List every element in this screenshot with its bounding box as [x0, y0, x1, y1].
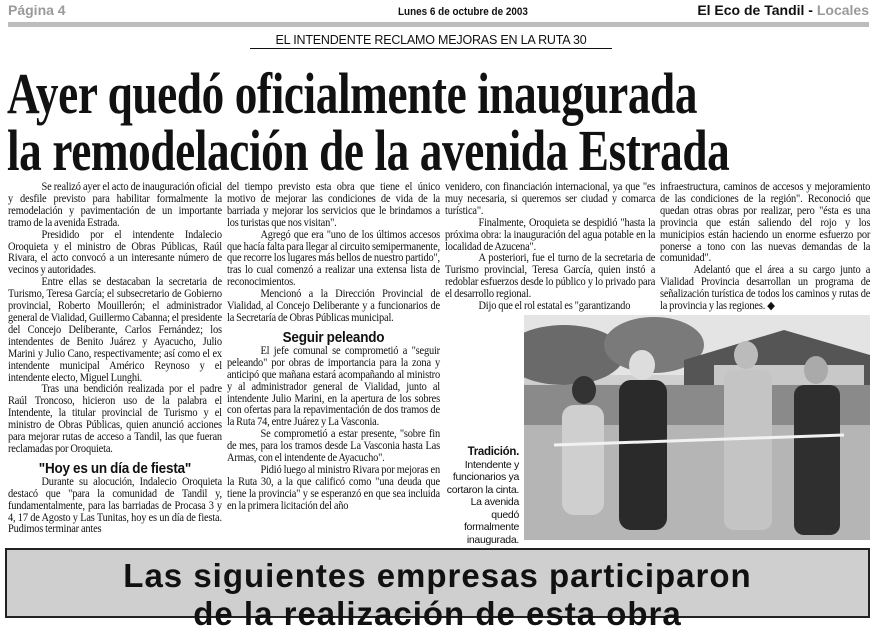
paragraph: Mencionó a la Dirección Provincial de Vialidad, al Concejo Deliberante y a funcionarios de la Secretaría de Obras Públicas municipal.: [227, 288, 440, 324]
article-column-1: [8, 182, 222, 536]
paragraph: Agregó que era "uno de los últimos accesos que hacía falta para llegar al circuito semipermanente, que recorre los lugares más bellos de nuestro partido", tras lo cual comenzó a realizar una extensa lista de reconocimientos.: [227, 228, 440, 289]
paragraph: Se realizó ayer el acto de inauguración oficial y desfile previsto para habilitar formalmente la remodelación y pavimentación de un importante tramo de la avenida Estrada.: [8, 181, 222, 229]
article-column-3-wrap: [445, 181, 656, 313]
kicker: EL INTENDENTE RECLAMO MEJORAS EN LA RUTA 30: [250, 33, 612, 49]
headline-line-1: Ayer quedó oficialmente inaugurada: [7, 61, 698, 126]
paragraph: del tiempo previsto esta obra que tiene el único motivo de mejorar las condiciones de vida de la barriada y mejorar los servicios que le brindamos a los turistas que nos visitan".: [227, 181, 440, 229]
caption-title: Tradición.: [467, 446, 519, 458]
paragraph: infraestructura, caminos de accesos y mejoramiento de las condiciones de la región". Reconoció que quedan otras obras por realizar, pero "ésta es una provincia que están saliendo del rojo y los municipios están haciendo un enorme esfuerzo por ponerse a tono con las nuevas demandas de la comunidad".: [660, 181, 871, 265]
paragraph: venidero, con financiación internacional, ya que "es muy necesaria, si queremos ser ciudad y comarca turística".: [445, 181, 656, 217]
paragraph: Entre ellas se destacaban la secretaria de Turismo, Teresa García; el subsecretario de Gobierno provincial, Roberto Mouillerón; el administrador general de Vialidad, Guillermo Cabanna; el presidente del Concejo Deliberante, Carlos Fernández; los intendentes de Benito Juárez y Ayacucho, Julio Marini y Julio Cano, respectivamente; así como el ex intendente municipal Américo Reynoso y el intendente electo, Miguel Lunghi.: [8, 276, 222, 384]
banner-line-2: de la realización de esta obra: [193, 595, 682, 632]
section-name: Locales: [816, 2, 869, 18]
header-rule: [8, 22, 869, 27]
ribbon-cutting-photo: [524, 315, 870, 540]
newspaper-name: [697, 2, 869, 18]
paragraph: A posteriori, fue el turno de la secretaria de Turismo provincial, Teresa García, quien instó a redoblar esfuerzos desde lo público y lo privado para el desarrollo regional.: [445, 252, 656, 301]
paragraph: Durante su alocución, Indalecio Oroquieta destacó que "para la comunidad de Tandil y, fundamentalmente, para las barriadas de Procasa 3 y 4, 17 de Agosto y Las Tunitas, hoy es un día de fiesta. Pudimos terminar antes: [8, 475, 222, 536]
news-photo: [524, 315, 870, 540]
article-column-3: [445, 182, 655, 313]
sponsors-banner: [5, 548, 870, 632]
paragraph: Adelantó que el área a su cargo junto a Vialidad Provincia desarrollan un programa de señalización turística de todos los caminos y rutas de la provincia y las regiones. ◆: [660, 264, 871, 313]
page-header: [8, 2, 869, 20]
paragraph: Dijo que el rol estatal es "garantizando: [478, 300, 631, 313]
paragraph: Finalmente, Oroquieta se despidió "hasta la próxima obra: la inauguración del agua potable en la localidad de Azucena".: [445, 216, 656, 253]
paragraph: Presidido por el intendente Indalecio Oroquieta y el ministro de Obras Públicas, Raúl Rivara, el acto convocó a un interesante número de vecinos y autoridades.: [8, 228, 222, 277]
subheading: Seguir peleando: [282, 329, 385, 346]
caption-text: Intendente y funcionarios ya cortaron la cinta. La avenida quedó formalmente inaugurada.: [446, 458, 519, 546]
photo-caption: [444, 446, 519, 546]
issue-date: Lunes 6 de octubre de 2003: [398, 6, 528, 18]
paper-title: El Eco de Tandil: [697, 2, 805, 18]
article-column-4: [660, 182, 870, 313]
article-column-2-wrap: [227, 182, 440, 544]
separator: -: [804, 2, 817, 18]
page-number: Página 4: [8, 2, 66, 18]
article-column-1-wrap: [8, 182, 222, 544]
article-column-2: [227, 182, 440, 513]
paragraph: El jefe comunal se comprometió a "seguir peleando" por obras de importancia para la zona y anticipó que mañana estará acompañando al ministro y al administrador general de Vialidad, junto al intendente Julio Marini, en la apertura de los sobres con ofertas para la repavimentación de dos tramos de la Ruta 74, entre Juárez y La Vasconia.: [227, 344, 440, 429]
article-column-4-wrap: [660, 181, 871, 313]
paragraph: Tras una bendición realizada por el padre Raúl Troncoso, hicieron uso de la palabra el Intendente, la titular provincial de Turismo y el ministro de Obras Públicas, quien anunció acciones para mejorar rutas de acceso a Tandil, las que fueran reclamadas por Oroquieta.: [8, 383, 222, 455]
headline-line-2: la remodelación de la avenida Estrada: [7, 118, 730, 183]
subheading: "Hoy es un día de fiesta": [38, 460, 192, 477]
banner-line-1: Las siguientes empresas participaron: [123, 557, 752, 594]
paragraph: Pidió luego al ministro Rivara por mejoras en la Ruta 30, a la que calificó como "una deuda que tiene la provincia" y se esperanzó en que sea incluida en la primera licitación del año: [227, 463, 440, 512]
paragraph: Se comprometió a estar presente, "sobre fin de mes, para los tramos desde La Vasconia hasta Las Armas, con el intendente de Ayacucho".: [227, 428, 440, 465]
